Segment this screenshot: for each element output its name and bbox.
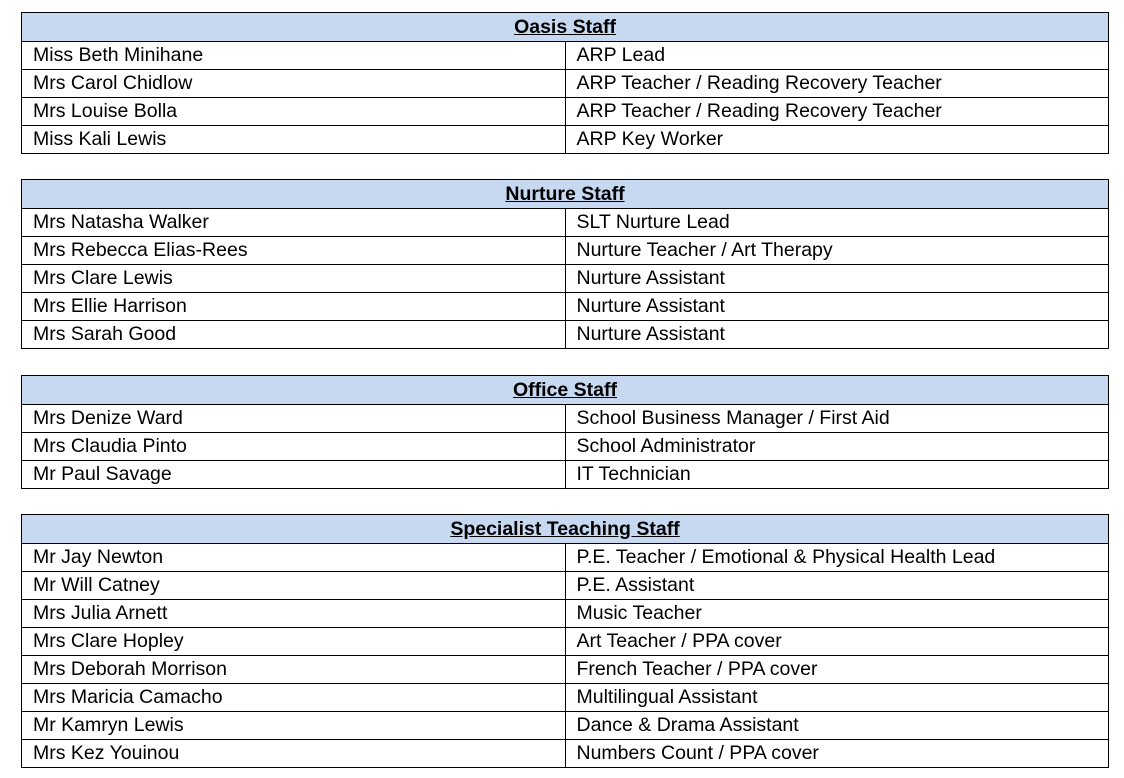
staff-role: Nurture Teacher / Art Therapy [565,237,1109,265]
staff-name: Mrs Natasha Walker [22,209,566,237]
staff-role: Nurture Assistant [565,293,1109,321]
section-title: Oasis Staff [22,13,1109,42]
staff-role: ARP Teacher / Reading Recovery Teacher [565,70,1109,98]
staff-name: Mrs Ellie Harrison [22,293,566,321]
table-row [22,42,1109,70]
office-staff-table [21,375,1109,489]
staff-name: Mrs Deborah Morrison [22,656,566,684]
table-row [22,237,1109,265]
table-row [22,628,1109,656]
staff-role: P.E. Teacher / Emotional & Physical Health Lead [565,544,1109,572]
table-row [22,600,1109,628]
table-row [22,293,1109,321]
staff-name: Mrs Louise Bolla [22,98,566,126]
oasis-staff-table [21,12,1109,154]
staff-name: Mrs Maricia Camacho [22,684,566,712]
table-row [22,70,1109,98]
staff-role: Nurture Assistant [565,321,1109,349]
staff-role: ARP Teacher / Reading Recovery Teacher [565,98,1109,126]
staff-role: Numbers Count / PPA cover [565,740,1109,768]
staff-name: Mrs Carol Chidlow [22,70,566,98]
staff-name: Mrs Claudia Pinto [22,433,566,461]
table-row [22,684,1109,712]
office-staff-section [21,375,1109,489]
section-title: Office Staff [22,376,1109,405]
staff-role: Art Teacher / PPA cover [565,628,1109,656]
table-row [22,740,1109,768]
section-header-row [22,515,1109,544]
staff-name: Mr Jay Newton [22,544,566,572]
table-row [22,209,1109,237]
staff-role: Music Teacher [565,600,1109,628]
section-header-row [22,180,1109,209]
specialist-teaching-staff-section [21,514,1109,768]
staff-role: Nurture Assistant [565,265,1109,293]
nurture-staff-section [21,179,1109,349]
table-row [22,405,1109,433]
staff-name: Mr Will Catney [22,572,566,600]
section-title: Nurture Staff [22,180,1109,209]
table-row [22,656,1109,684]
section-header-row [22,13,1109,42]
table-row [22,544,1109,572]
table-row [22,265,1109,293]
staff-role: School Administrator [565,433,1109,461]
staff-name: Mr Kamryn Lewis [22,712,566,740]
staff-name: Mrs Julia Arnett [22,600,566,628]
table-row [22,461,1109,489]
table-row [22,712,1109,740]
section-header-row [22,376,1109,405]
staff-name: Mrs Clare Hopley [22,628,566,656]
staff-name: Mrs Clare Lewis [22,265,566,293]
specialist-teaching-staff-table [21,514,1109,768]
oasis-staff-section [21,12,1109,154]
staff-name: Mrs Kez Youinou [22,740,566,768]
staff-name: Mr Paul Savage [22,461,566,489]
staff-name: Mrs Sarah Good [22,321,566,349]
section-title: Specialist Teaching Staff [22,515,1109,544]
staff-name: Miss Kali Lewis [22,126,566,154]
staff-role: Dance & Drama Assistant [565,712,1109,740]
staff-role: ARP Key Worker [565,126,1109,154]
staff-name: Miss Beth Minihane [22,42,566,70]
staff-role: French Teacher / PPA cover [565,656,1109,684]
staff-role: IT Technician [565,461,1109,489]
staff-role: ARP Lead [565,42,1109,70]
table-row [22,126,1109,154]
table-row [22,321,1109,349]
table-row [22,433,1109,461]
staff-name: Mrs Denize Ward [22,405,566,433]
staff-role: Multilingual Assistant [565,684,1109,712]
staff-role: School Business Manager / First Aid [565,405,1109,433]
nurture-staff-table [21,179,1109,349]
staff-role: SLT Nurture Lead [565,209,1109,237]
staff-role: P.E. Assistant [565,572,1109,600]
table-row [22,98,1109,126]
table-row [22,572,1109,600]
staff-name: Mrs Rebecca Elias-Rees [22,237,566,265]
